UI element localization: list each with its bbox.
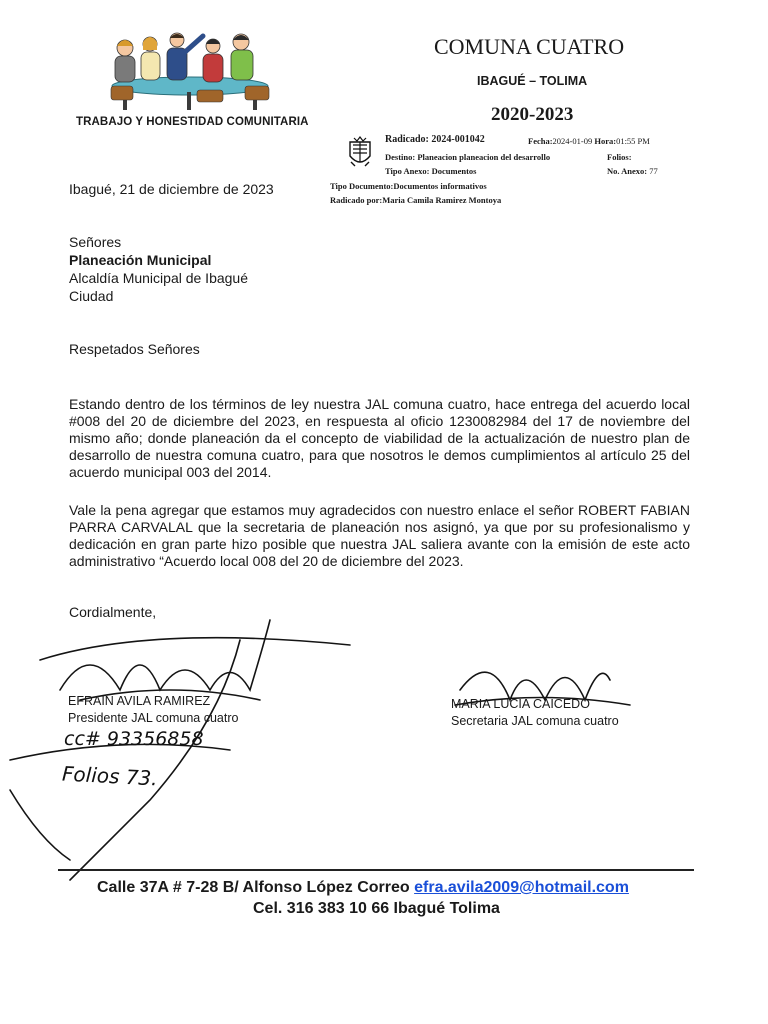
left-handwritten-id: cc# 93356858 [64, 728, 204, 750]
stamp-tipo-documento-value: Documentos informativos [393, 181, 487, 191]
right-signatory-name: MARIA LUCIA CAICEDO [451, 697, 590, 711]
recipient-name: Planeación Municipal [69, 252, 212, 268]
logo-caption: TRABAJO Y HONESTIDAD COMUNITARIA [76, 116, 309, 128]
left-signatory-role: Presidente JAL comuna cuatro [68, 711, 239, 725]
community-meeting-logo [105, 30, 275, 112]
footer-phone-line: Cel. 316 383 10 66 Ibagué Tolima [253, 900, 500, 917]
stamp-tipo-anexo-label: Tipo Anexo: [385, 166, 430, 176]
footer-email-link[interactable]: efra.avila2009@hotmail.com [414, 879, 629, 896]
paragraph-1: Estando dentro de los términos de ley nuestra JAL comuna cuatro, hace entrega del acuerdo local #008 del 20 de diciembre del 2023, en respuesta al oficio 1230082984 del 17 de noviembre del mismo año; donde planeación da el concepto de viabilidad de la actualización de nuestro plan de desarrollo de nuestra comuna cuatro, para que nosotros le demos cumplimientos al artículo 25 del acuerdo municipal 003 del 2014. [69, 396, 690, 480]
footer-address: Calle 37A # 7-28 B/ Alfonso López Correo [97, 879, 415, 896]
stamp-hora-label: Hora: [594, 136, 617, 146]
stamp-fecha-value: 2024-01-09 [552, 136, 593, 146]
stamp-destino-label: Destino: [385, 152, 416, 162]
left-handwritten-folios: Folios 73. [61, 761, 159, 791]
left-signatory-name: EFRAIN AVILA RAMIREZ [68, 694, 211, 708]
closing: Cordialmente, [69, 604, 157, 620]
stamp-no-anexo-value: 77 [649, 166, 658, 176]
organization-city: IBAGUÉ – TOLIMA [477, 74, 588, 88]
stamp-radicado-label: Radicado: [385, 134, 429, 145]
stamp-tipo-anexo-value: Documentos [431, 166, 477, 176]
stamp-no-anexo-label: No. Anexo: [607, 166, 648, 176]
stamp-radicado-por-label: Radicado por: [330, 195, 383, 205]
footer-divider [58, 869, 694, 871]
stamp-destino-value: Planeacion planeacion del desarrollo [417, 152, 551, 162]
stamp-fecha-label: Fecha: [528, 136, 553, 146]
stamp-folios-label: Folios: [607, 152, 632, 162]
paragraph-2: Vale la pena agregar que estamos muy agradecidos con nuestro enlace el señor ROBERT FABIAN PARRA CARVALAL que la secretaria de planeación nos asignó, ya que por su profesionalismo y dedicación en gran parte hizo posible que nuestra JAL saliera avante con la emisión de este acto administrativo “Acuerdo local 008 del 20 de diciembre del 2023. [69, 502, 690, 569]
stamp-radicado-por-value: Maria Camila Ramirez Montoya [382, 195, 502, 205]
organization-name: COMUNA CUATRO [434, 34, 625, 59]
footer-address-line [97, 879, 629, 897]
crest-icon [348, 136, 372, 170]
stamp-tipo-documento-label: Tipo Documento: [330, 181, 394, 191]
stamp-radicado-value: 2024-001042 [431, 134, 485, 145]
letter-date: Ibagué, 21 de diciembre de 2023 [69, 181, 274, 197]
recipient-org: Alcaldía Municipal de Ibagué [69, 270, 249, 286]
organization-period: 2020-2023 [491, 104, 574, 125]
right-signatory-role: Secretaria JAL comuna cuatro [451, 714, 619, 728]
stamp-hora-value: 01:55 PM [616, 136, 650, 146]
recipient-greeting: Señores [69, 234, 122, 250]
filing-stamp [330, 130, 690, 216]
recipient-city: Ciudad [69, 288, 114, 304]
salutation: Respetados Señores [69, 341, 200, 357]
